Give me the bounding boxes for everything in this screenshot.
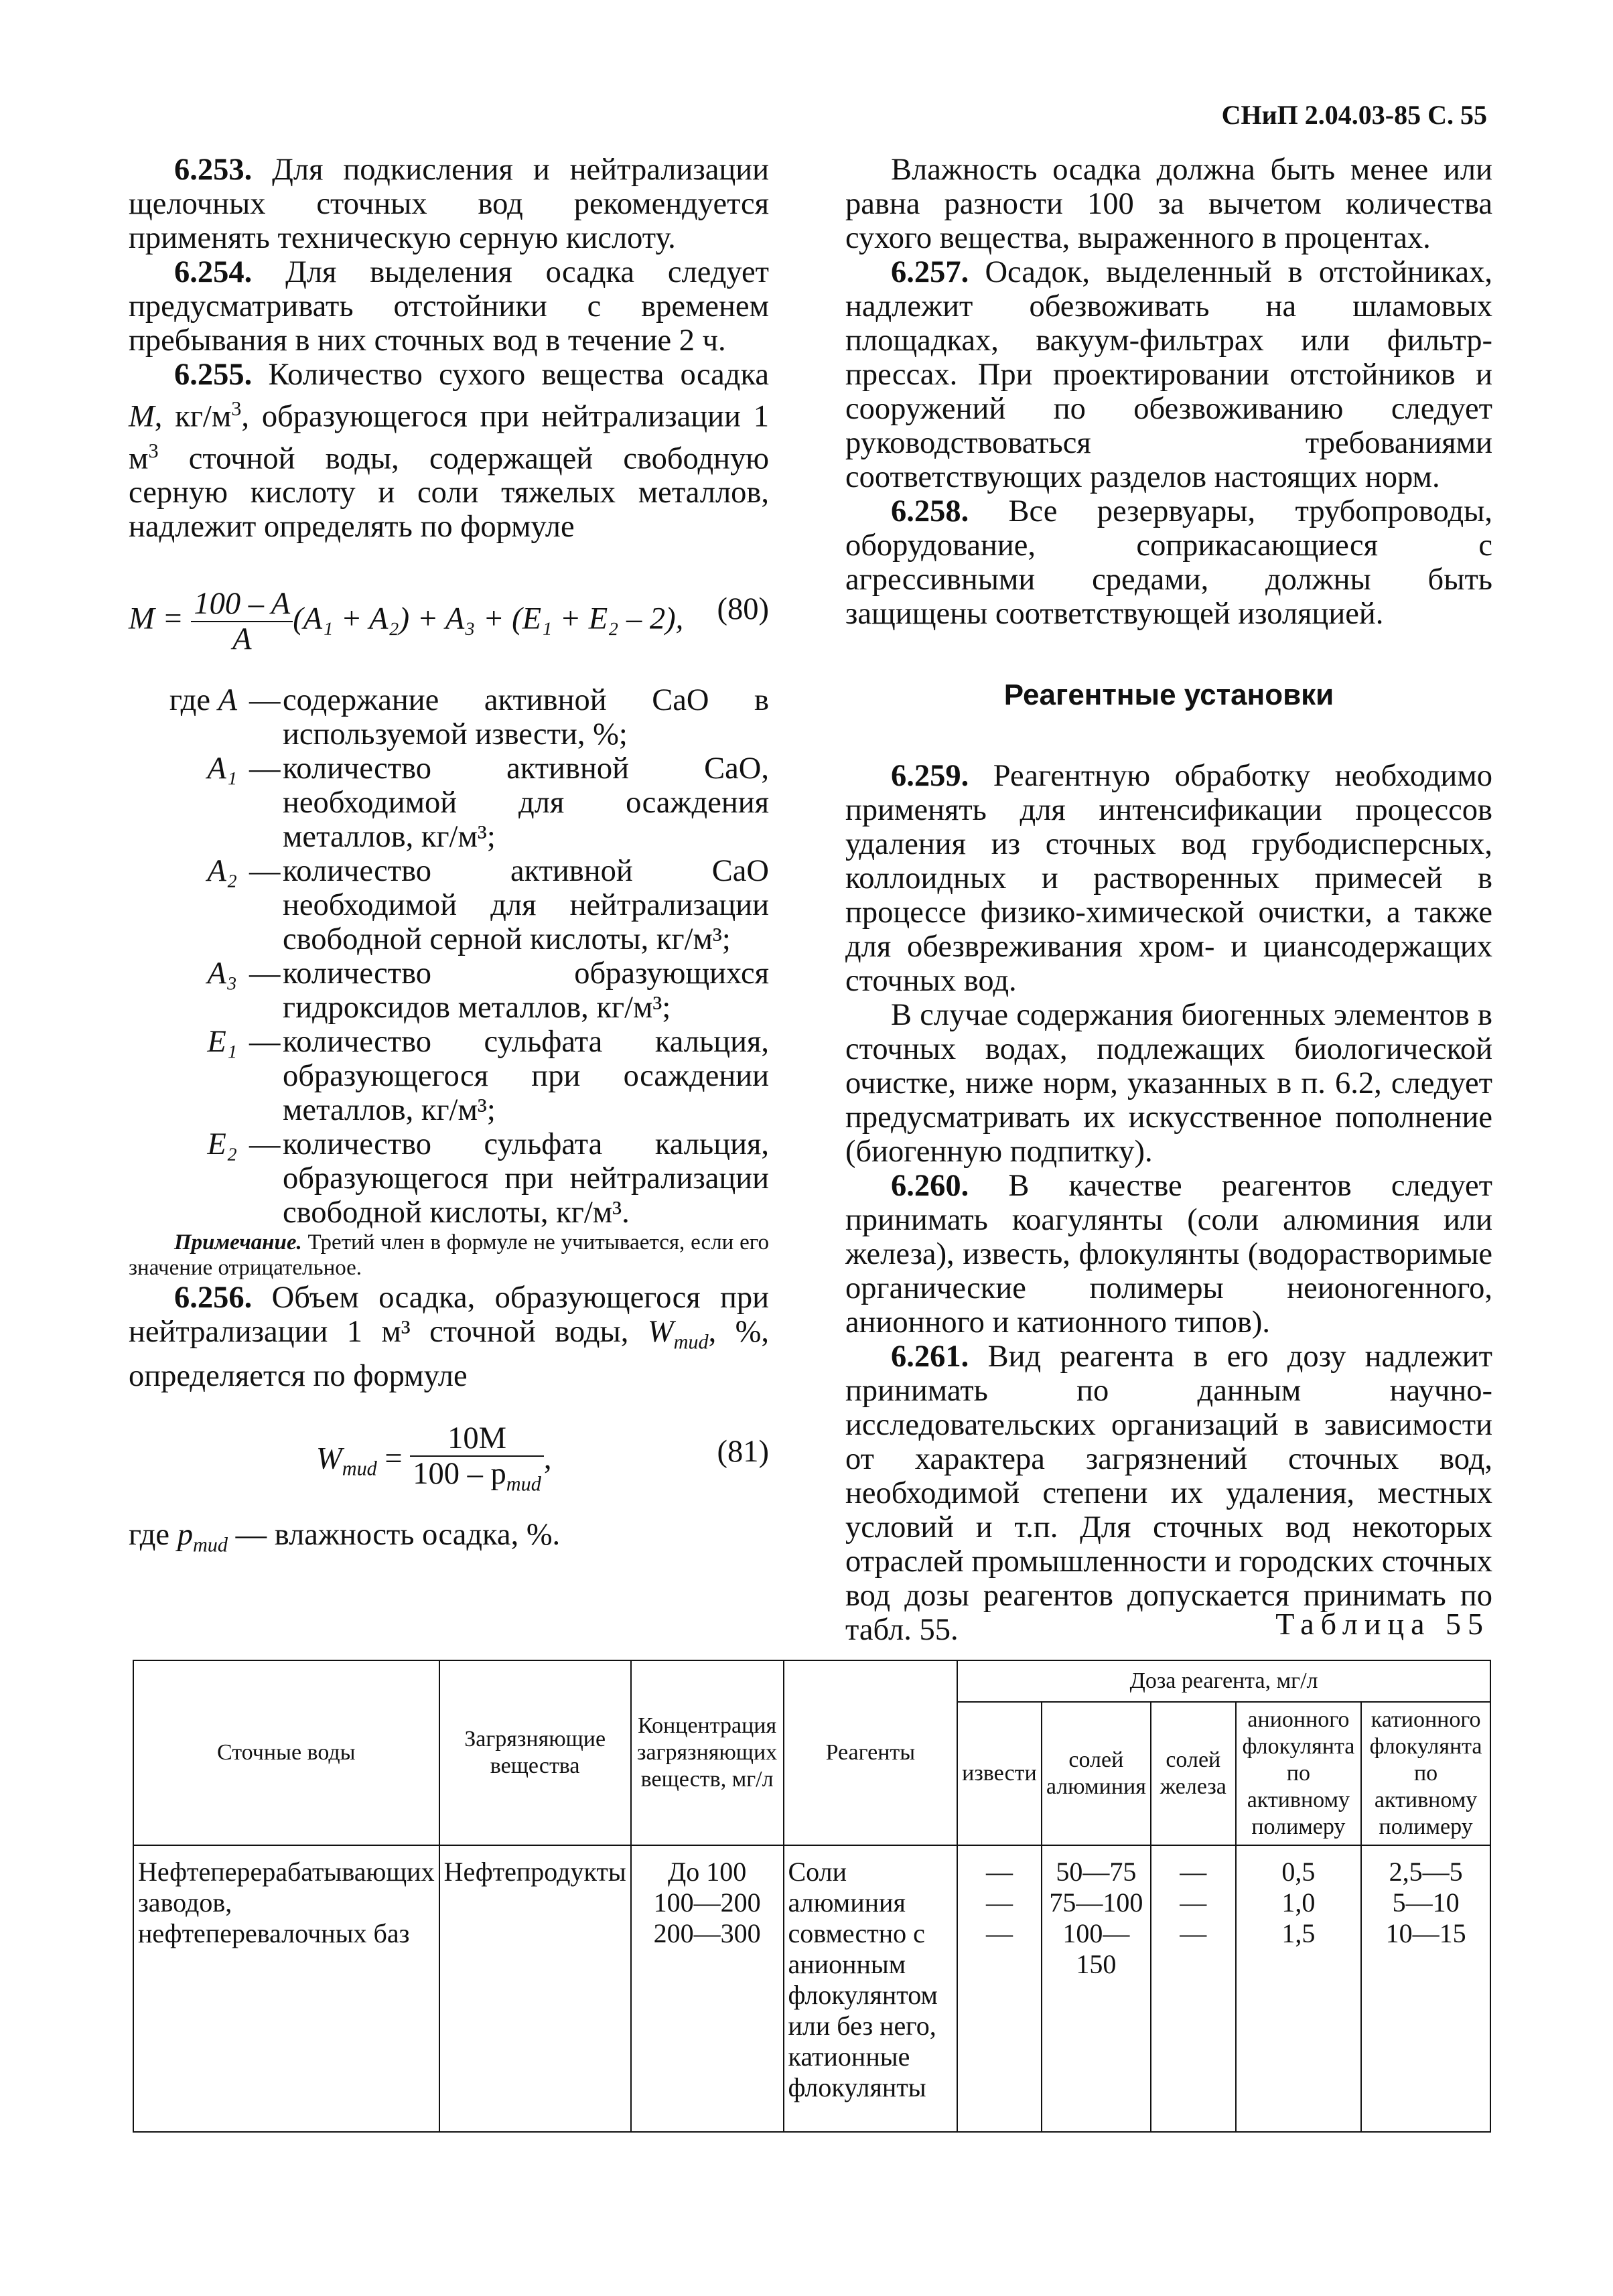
running-header: СНиП 2.04.03-85 С. 55 [1221,100,1487,130]
formula-rhs: (A₁ + A₂) + A₃ + (E₁ + E₂ – 2), [293,601,684,636]
header-pollutants: Загрязняющие вещества [439,1660,631,1845]
cell-line: 1,0 [1281,1887,1316,1918]
comma: , [543,1441,552,1476]
list-item [129,1127,769,1230]
clause-text: Вид реагента в его дозу надлежит принимать по данным научно-исследовательских организаций в зависимости от характера загрязнений сточных вод, необходимой степени их удаления, местных условий и т.п. Для сточных вод некоторых отраслей промышленности и городских сточных вод дозы реагентов допускается принимать по табл. 55. [845,1340,1492,1647]
where-text: — влажность осадка, %. [227,1518,561,1553]
fraction-denominator: A [232,622,252,656]
where-text: количество образующихся гидроксидов металлов, кг/м³; [283,956,769,1025]
symbol-m: M [129,399,155,434]
cell-iron [1151,1845,1236,2132]
paragraph-6-261 [845,1340,1492,1647]
dash: — [249,683,281,717]
where-symbol [129,751,249,854]
paragraph-6-255 [129,358,769,544]
cell-pollutants: Нефтепродукты [439,1845,631,2132]
clause-number: 6.260. [891,1169,969,1203]
formula-lhs: W [316,1441,342,1476]
list-item [129,751,769,854]
symbol-w: W [647,1315,674,1349]
list-item [129,683,769,751]
clause-number: 6.253. [174,153,253,187]
clause-number: 6.261. [891,1340,969,1374]
cell-reagents: Соли алюминия совместно с анионным флокулянтом или без него, катионные флокулянты [784,1845,958,2132]
table-row [133,1845,1490,2132]
list-item [129,956,769,1025]
cell-line: — [1180,1918,1207,1948]
where-prefix: где [169,683,210,717]
cell-lime [957,1845,1042,2132]
dash: — [249,751,281,786]
symbol: A₃ [207,956,237,991]
dash: — [249,1025,281,1059]
subscript: mud [673,1330,709,1354]
clause-number: 6.256. [174,1281,253,1315]
cell-line: 10—15 [1385,1918,1466,1948]
header-wastewater: Сточные воды [133,1660,439,1845]
where-text: количество сульфата кальция, образующегося при нейтрализации свободной кислоты, кг/м³. [283,1127,769,1230]
cell-line: — [1180,1857,1207,1887]
header-iron: солей железа [1151,1702,1236,1845]
cell-aluminum [1042,1845,1151,2132]
where-text: количество сульфата кальция, образующегося при осаждении металлов, кг/м³; [283,1025,769,1127]
clause-text: Объем осадка, образующегося при нейтрализации 1 м³ сточной воды, [129,1281,769,1349]
cell-line: 2,5—5 [1389,1857,1463,1887]
header-cationic: катионного флокулянта по активному полимеру [1361,1702,1490,1845]
left-column [129,153,769,1563]
cell-line: 75—100 [1049,1887,1143,1918]
symbol: A [218,683,237,717]
list-item [129,1025,769,1127]
clause-text: , кг/м [154,399,232,434]
cell-line: 1,5 [1281,1918,1316,1948]
equation-number: (81) [717,1435,769,1469]
clause-text: Все резервуары, трубопроводы, оборудование, соприкасающиеся с агрессивными средами, должны быть защищены соответствующей изоляцией. [845,494,1492,631]
cell-line: — [1180,1887,1207,1918]
cell-cationic [1361,1845,1490,2132]
note-label: Примечание. [174,1230,302,1254]
clause-text: Реагентную обработку необходимо применять для интенсификации процессов удаления из сточных вод грубодисперсных, коллоидных и растворенных примесей в процессе физико-химической очистки, а также для обезвреживания хром- и циансодержащих сточных вод. [845,759,1492,998]
denominator-text: 100 – p [413,1457,506,1492]
clause-text: сточной воды, содержащей свободную серную кислоту и соли тяжелых металлов, надлежит определять по формуле [129,441,769,544]
clause-number: 6.257. [891,255,969,289]
where-symbol [129,956,249,1025]
cell-wastewater: Нефтеперерабатывающих заводов, нефтеперевалочных баз [133,1845,439,2132]
cell-line: — [985,1887,1013,1918]
formula-81 [129,1408,769,1502]
where-text: количество активной CaO, необходимой для осаждения металлов, кг/м³; [283,751,769,854]
table-caption: Таблица 55 [1275,1607,1490,1641]
clause-text: Для подкисления и нейтрализации щелочных сточных вод рекомендуется применять техническую серную кислоту. [129,153,769,255]
subscript: mud [192,1533,228,1557]
list-item [129,854,769,956]
right-column [845,153,1492,1647]
formula-fraction [191,587,293,656]
where-list [129,683,769,1230]
cell-line: 5—10 [1392,1887,1460,1918]
clause-text: Количество сухого вещества осадка [252,358,769,392]
where-symbol [129,683,249,751]
table-55 [133,1660,1491,2133]
formula-lhs: M = [129,601,184,636]
clause-text: В качестве реагентов следует принимать коагулянты (соли алюминия или железа), известь, флокулянты (водорастворимые органические полимеры неионогенного, анионного и катионного типов). [845,1169,1492,1340]
header-anionic: анионного флокулянта по активному полимеру [1236,1702,1362,1845]
superscript: 3 [148,439,159,462]
where-symbol [129,1127,249,1230]
dash: — [249,854,281,888]
fraction-denominator [410,1457,544,1501]
symbol: A₂ [207,854,237,888]
note-text: Третий член в формуле не учитывается, если его значение отрицательное. [129,1230,769,1280]
header-dose-group: Доза реагента, мг/л [957,1660,1490,1702]
fraction-numerator [410,1421,544,1457]
paragraph-6-259-b: В случае содержания биогенных элементов в сточных водах, подлежащих биологической очистке, ниже норм, указанных в п. 6.2, следует предусматривать их искусственное пополнение (биогенную подпитку). [845,998,1492,1169]
clause-text: Для выделения осадка следует предусматривать отстойники с временем пребывания в них сточных вод в течение 2 ч. [129,255,769,358]
header-concentration: Концентрация загрязняющих веществ, мг/л [631,1660,784,1845]
where-text: содержание активной CaO в используемой извести, %; [283,683,769,751]
cell-line: 200—300 [653,1918,761,1948]
dash: — [249,956,281,991]
where-symbol [129,854,249,956]
symbol: E₁ [207,1025,237,1059]
formula-80 [129,560,769,660]
header-aluminum: солей алюминия [1042,1702,1151,1845]
cell-line: 100—150 [1062,1918,1130,1979]
cell-line: 50—75 [1056,1857,1137,1887]
cell-concentration [631,1845,784,2132]
symbol: A₁ [207,751,237,786]
formula-fraction [410,1421,544,1501]
cell-line: 0,5 [1281,1857,1316,1887]
header-reagents: Реагенты [784,1660,958,1845]
numerator-text: 10M [447,1421,506,1456]
where-text: количество активной CaO необходимой для нейтрализации свободной серной кислоты, кг/м³; [283,854,769,956]
subscript: mud [506,1472,541,1496]
clause-number: 6.259. [891,759,969,793]
where-pmud [129,1518,769,1562]
paragraph-6-254 [129,255,769,358]
paragraph-6-256-continued: Влажность осадка должна быть менее или равна разности 100 за вычетом количества сухого вещества, выраженного в процентах. [845,153,1492,255]
equals-sign: = [384,1441,403,1476]
clause-text: Осадок, выделенный в отстойниках, надлежит обезвоживать на шламовых площадках, вакуум-фильтрах или фильтр-прессах. При проектировании отстойников и сооружений по обезвоживанию следует руководствоваться требованиями соответствующих разделов настоящих норм. [845,255,1492,494]
clause-number: 6.254. [174,255,253,289]
fraction-numerator: 100 – A [191,587,293,622]
clause-text: , образующегося при нейтрализации 1 м [129,399,769,476]
cell-line: До 100 [667,1857,747,1887]
paragraph-6-256 [129,1281,769,1393]
clause-text: , %, определяется по формуле [129,1315,769,1394]
cell-anionic [1236,1845,1362,2132]
where-prefix: где [129,1518,178,1553]
paragraph-6-258 [845,494,1492,631]
dash: — [249,1127,281,1161]
section-heading: Реагентные установки [1003,678,1334,711]
clause-number: 6.258. [891,494,969,528]
cell-line: — [985,1857,1013,1887]
subscript: mud [342,1457,377,1480]
where-symbol [129,1025,249,1127]
header-lime: извести [957,1702,1042,1845]
paragraph-6-253 [129,153,769,255]
clause-number: 6.255. [174,358,253,392]
paragraph-6-259 [845,759,1492,998]
note [129,1230,769,1281]
symbol-p: p [177,1518,193,1553]
superscript: 3 [231,397,242,420]
cell-line: 100—200 [653,1887,761,1918]
equation-number: (80) [717,592,769,626]
paragraph-6-260 [845,1169,1492,1340]
cell-line: — [985,1918,1013,1948]
table-header-row [133,1660,1490,1702]
paragraph-6-257 [845,255,1492,494]
symbol: E₂ [207,1127,237,1161]
